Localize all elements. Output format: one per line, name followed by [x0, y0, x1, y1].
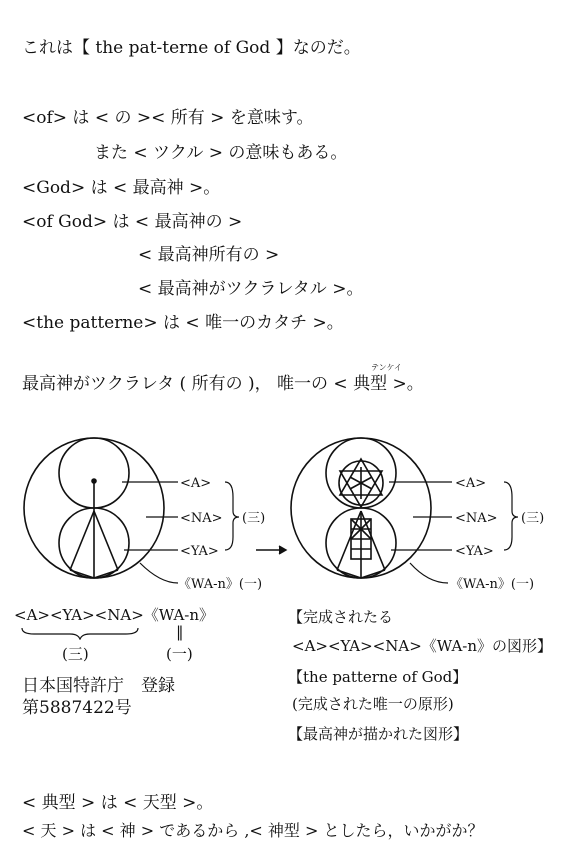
label-ya: <YA>: [180, 544, 219, 559]
footer-line-1: < 典型 > は < 天型 >。: [22, 793, 214, 813]
caption-sequence: <A><YA><NA>《WA-n》: [14, 606, 215, 624]
caption-right-1: 【完成されたる: [288, 608, 394, 626]
figure-completed: [291, 438, 431, 578]
label-a-right: <A>: [455, 476, 487, 491]
caption-brace: [20, 626, 140, 640]
caption-ichi: (一): [166, 645, 193, 663]
line-tsukuru: また < ツクル > の意味もある。: [94, 143, 348, 163]
transform-arrow: [256, 546, 286, 554]
caption-right-3: 【the patterne of God】: [288, 668, 468, 686]
label-ya-right: <YA>: [455, 544, 494, 559]
line-intro: これは【 the pat-terne of God 】なのだ。: [22, 38, 361, 58]
label-na-right: <NA>: [455, 511, 498, 526]
label-a: <A>: [180, 476, 212, 491]
registration-number: 第5887422号: [22, 698, 132, 718]
caption-equal-mark: ‖: [176, 623, 184, 641]
label-wan: 《WA-n》(一): [178, 577, 263, 592]
label-na: <NA>: [180, 511, 223, 526]
patterne-diagram: [0, 425, 581, 605]
label-wan-right: 《WA-n》(一): [450, 577, 535, 592]
figure-basic: [24, 438, 164, 578]
ruby-tenkei: テンケイ: [371, 363, 402, 372]
caption-san: (三): [62, 645, 89, 663]
line-unique: 最高神がツクラレタ ( 所有の )， 唯一の < 典型 >。: [22, 374, 424, 394]
footer-line-2: < 天 > は < 神 > であるから ,< 神型 > としたら，いかがか？: [22, 821, 484, 840]
line-of: <of> は < の >< 所有 > を意味す。: [22, 108, 314, 128]
line-god: <God> は < 最高神 >。: [22, 178, 221, 198]
line-made: < 最高神がツクラレタル >。: [138, 279, 364, 299]
caption-right-5: 【最高神が描かれた図形】: [288, 725, 469, 743]
label-san: (三): [242, 511, 266, 526]
caption-right-2: <A><YA><NA>《WA-n》の図形】: [292, 637, 553, 655]
registration-office: 日本国特許庁 登録: [22, 676, 175, 696]
caption-right-4: (完成された唯一の原形): [292, 695, 454, 713]
line-of-god: <of God> は < 最高神の >: [22, 212, 243, 232]
label-san-right: (三): [521, 511, 545, 526]
line-patterne: <the patterne> は < 唯一のカタチ >。: [22, 313, 344, 333]
line-owned: < 最高神所有の >: [138, 245, 280, 265]
